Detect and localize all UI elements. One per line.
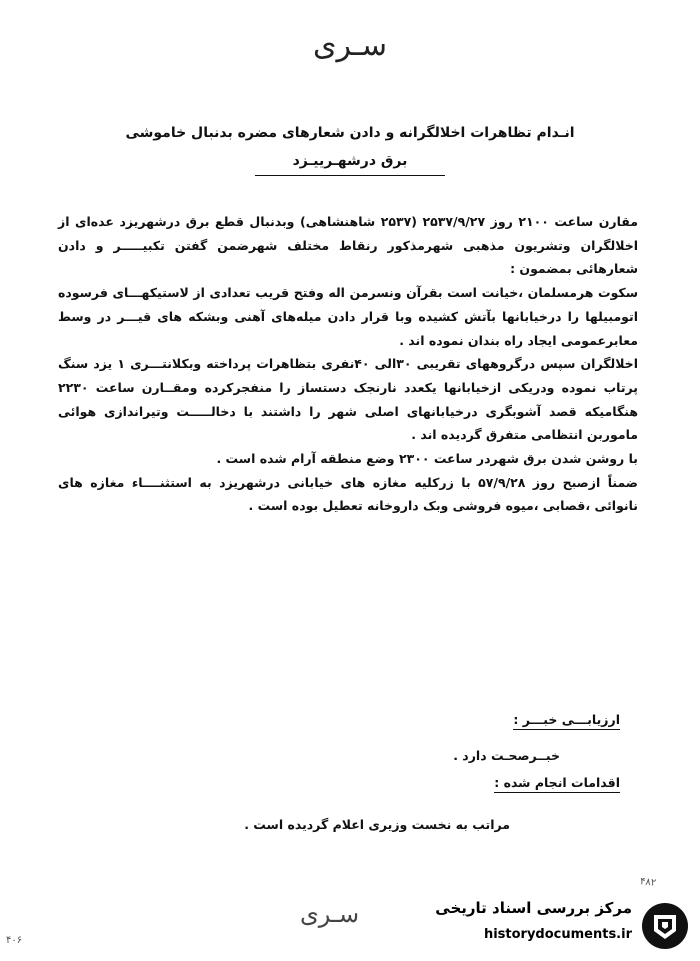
margin-number-left: ۴۰۶ [6,935,23,946]
body-paragraph: اخلالگران سپس درگروههای تقریبی ۳۰الی ۴۰نفری بتظاهرات پرداخته وبکلانتـــری ۱ یزد سنگ پرتاب نموده ودریکی ازخیابانها یکعدد نارنجک دستساز را منفجرکرده ومقــارن ساعت ۲۲۳۰ هنگامیکه قصد آشوبگری درخیابانهای اصلی شهر را داشتند با دخالـــــت وتیراندازی هوائی ماموربن انتظامی متفرق گردیده اند . [58,356,638,443]
watermark-name: مرکز بررسی اسناد تاریخی [435,899,632,917]
title-line-2: برق درشهـرییـزد [292,153,408,169]
actions-value: مراتب به نخست وزیری اعلام گردیده است . [244,817,510,832]
body-paragraph: با روشن شدن برق شهردر ساعت ۲۳۰۰ وضع منطقه آرام شده است . [216,451,638,467]
body-paragraph: مقارن ساعت ۲۱۰۰ روز ۲۵۳۷/۹/۲۷ (۲۵۳۷ شاهنشاهی) وبدنبال قطع برق درشهریزد عده‌ای از اخلالگران وتشریون مذهبی شهرمذکور رنقاط مختلف شهرضمن گفتن تکبیـــــر و دادن شعارهائی بمضمون : [58,214,638,277]
document-title [90,125,610,176]
body-paragraph: ضمناً ازصبح روز ۵۷/۹/۲۸ با زرکلیه مغازه های خیابانی درشهریزد به استثنــــاء مغازه های نانوائی ،قصابی ،میوه فروشی وبک داروخانه تعطیل بوده است . [58,474,638,514]
actions-heading: اقدامات انجام شده : [494,775,620,793]
evaluation-heading: ارزیابـــی خبـــر : [513,712,620,730]
title-line-1: انـدام تظاهرات اخلالگرانه و دادن شعارهای مضره بدنبال خاموشی [125,125,575,141]
assessment-section [240,712,620,832]
archive-watermark [410,897,690,955]
margin-number-right: ۴۸۲ [639,876,657,889]
watermark-url: historydocuments.ir [483,927,632,942]
archive-logo-icon [640,901,690,951]
report-body [58,210,638,518]
body-paragraph: سکوت هرمسلمان ،خیانت است بقرآن ونسرمن اله وفتح قریب تعدادی از لاستیکهـــای فرسوده اتومبیلها را درخیابانها بآتش کشیده وبا قرار دادن میله‌های آهنی وبشکه های قیـــر در وسط معابرعمومی ایجاد راه بندان نموده اند . [58,285,638,348]
title-underline [255,175,445,176]
classification-stamp-bottom: سـری [300,900,360,928]
classification-stamp-top: سـری [313,28,387,63]
evaluation-value: خبــرصحـت دارد . [453,748,560,763]
